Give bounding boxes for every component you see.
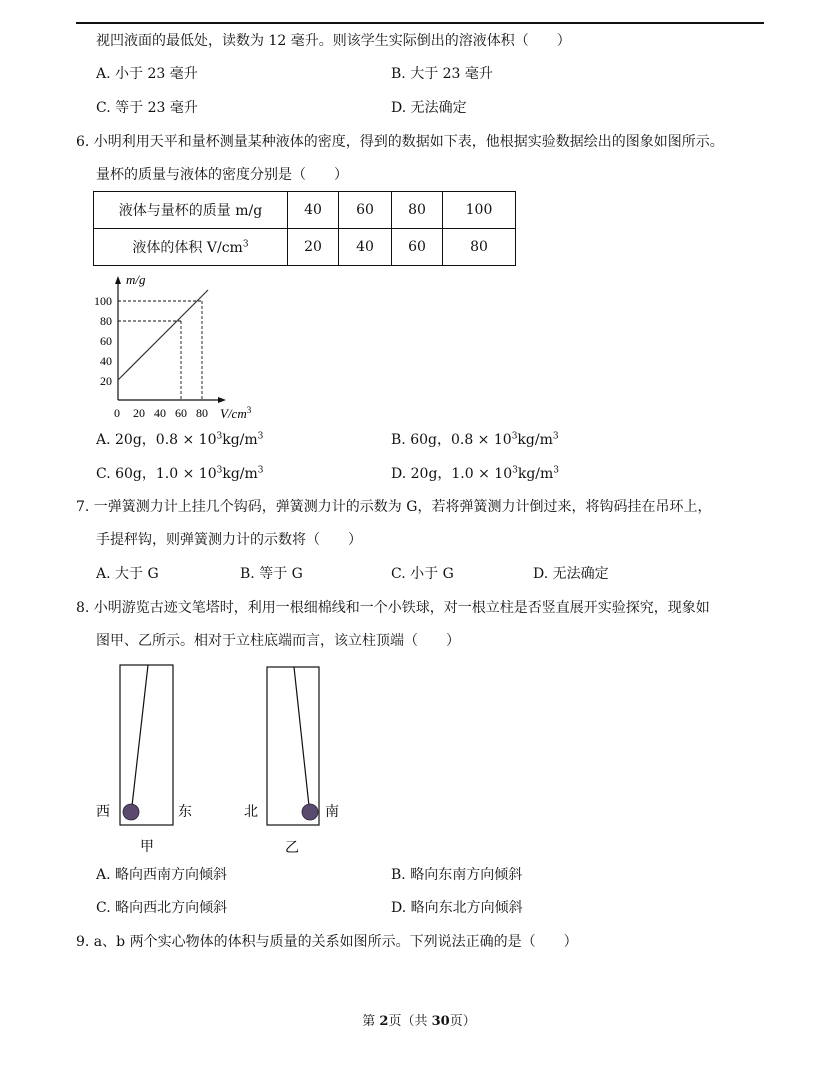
superscript: 3 <box>246 405 252 415</box>
y-tick-label: 20 <box>100 374 112 388</box>
x-tick-label: 40 <box>154 406 166 420</box>
x-axis-label-text: V/cm <box>220 406 247 421</box>
q6-data-table <box>93 191 516 266</box>
table-cell: 100 <box>443 192 516 229</box>
q7-option-d: D. 无法确定 <box>533 566 609 582</box>
superscript: 3 <box>257 465 264 476</box>
superscript: 3 <box>552 431 559 442</box>
table-cell: 80 <box>443 229 516 266</box>
superscript: 3 <box>512 465 518 476</box>
table-cell: 40 <box>288 192 339 229</box>
q5-option-a: A. 小于 23 毫升 <box>96 66 198 82</box>
plumb-string <box>294 667 309 806</box>
q6-stem-line1: 6. 小明利用天平和量杯测量某种液体的密度，得到的数据如下表，他根据实验数据绘出的图象如图所示。 <box>76 134 724 150</box>
q7-option-c: C. 小于 G <box>391 566 454 582</box>
table-cell: 液体与量杯的质量 m/g <box>94 192 288 229</box>
q8-stem-line2: 图甲、乙所示。相对于立柱底端而言，该立柱顶端（ ） <box>96 633 460 649</box>
option-text: B. 60g，0.8 × 10 <box>391 432 512 448</box>
q8-figure-yi <box>240 660 360 860</box>
direction-label-south: 南 <box>325 804 339 820</box>
q6-option-a <box>96 430 263 450</box>
x-tick-label: 0 <box>114 406 120 420</box>
q5-option-b: B. 大于 23 毫升 <box>391 66 493 82</box>
table-row <box>94 192 516 229</box>
q8-option-b: B. 略向东南方向倾斜 <box>391 867 523 883</box>
q5-line: 视凹液面的最低处，读数为 12 毫升。则该学生实际倒出的溶液体积（ ） <box>96 33 571 49</box>
table-cell: 40 <box>339 229 392 266</box>
direction-label-west: 西 <box>96 804 110 820</box>
q6-option-d <box>391 464 559 484</box>
q7-stem-line2: 手提秤钩，则弹簧测力计的示数将（ ） <box>96 532 362 548</box>
superscript: 3 <box>553 465 560 476</box>
q6-mass-volume-graph <box>90 270 270 425</box>
table-cell: 60 <box>392 229 443 266</box>
superscript: 3 <box>257 431 264 442</box>
superscript: 3 <box>511 431 518 442</box>
footer-text: 页） <box>449 1014 476 1029</box>
table-cell: 20 <box>288 229 339 266</box>
y-tick-label: 60 <box>100 334 112 348</box>
q8-figure-jia <box>90 660 210 860</box>
option-text: D. 20g，1.0 × 10 <box>391 466 513 482</box>
figure-caption-yi: 乙 <box>285 840 299 856</box>
q8-option-a: A. 略向西南方向倾斜 <box>96 867 228 883</box>
figure-caption-jia: 甲 <box>140 839 154 855</box>
page-number: 2 <box>379 1014 389 1029</box>
table-cell-text: 液体的体积 V/cm <box>132 240 243 256</box>
q6-option-b <box>391 430 559 450</box>
footer-text: 页（共 <box>388 1014 432 1029</box>
option-text: A. 20g，0.8 × 10 <box>96 432 217 448</box>
table-cell: 80 <box>392 192 443 229</box>
pillar-outline <box>120 665 173 825</box>
x-tick-label: 80 <box>196 406 208 420</box>
option-text: kg/m <box>222 432 258 448</box>
q6-stem-line2: 量杯的质量与液体的密度分别是（ ） <box>96 167 348 183</box>
x-axis-arrow-icon <box>218 397 226 403</box>
direction-label-north: 北 <box>244 804 258 820</box>
y-tick-label: 40 <box>100 354 112 368</box>
header-rule <box>76 22 764 24</box>
q7-option-a: A. 大于 G <box>96 566 159 582</box>
q5-option-d: D. 无法确定 <box>391 100 467 116</box>
option-text: kg/m <box>517 432 553 448</box>
superscript: 3 <box>216 431 223 442</box>
table-cell <box>94 229 288 266</box>
option-text: kg/m <box>222 466 258 482</box>
direction-label-east: 东 <box>178 804 192 820</box>
y-axis-label: m/g <box>126 272 146 287</box>
q7-option-b: B. 等于 G <box>240 566 303 582</box>
x-tick-label: 20 <box>133 406 145 420</box>
option-text: C. 60g，1.0 × 10 <box>96 466 217 482</box>
page-footer <box>0 1012 838 1032</box>
q5-option-c: C. 等于 23 毫升 <box>96 100 198 116</box>
plumb-string <box>132 665 148 806</box>
y-axis-arrow-icon <box>115 276 121 284</box>
superscript: 3 <box>242 239 249 250</box>
superscript: 3 <box>216 465 223 476</box>
pillar-outline <box>267 667 319 825</box>
option-text: kg/m <box>517 466 554 482</box>
table-cell: 60 <box>339 192 392 229</box>
q8-stem-line1: 8. 小明游览古迹文笔塔时，利用一根细棉线和一个小铁球，对一根立柱是否竖直展开实验探究，现象如 <box>76 600 710 616</box>
data-line <box>118 290 208 380</box>
y-tick-label: 80 <box>100 314 112 328</box>
q9-stem: 9. a、b 两个实心物体的体积与质量的关系如图所示。下列说法正确的是（ ） <box>76 934 578 950</box>
x-tick-label: 60 <box>175 406 187 420</box>
q7-stem-line1: 7. 一弹簧测力计上挂几个钩码，弹簧测力计的示数为 G，若将弹簧测力计倒过来，将钩码挂在吊环上， <box>76 499 712 515</box>
x-axis-label <box>220 405 252 421</box>
plumb-ball <box>302 804 318 820</box>
q6-option-c <box>96 464 264 484</box>
page-total: 30 <box>431 1014 450 1029</box>
table-row <box>94 229 516 266</box>
q8-option-c: C. 略向西北方向倾斜 <box>96 900 228 916</box>
q8-option-d: D. 略向东北方向倾斜 <box>391 900 523 916</box>
footer-text: 第 <box>362 1014 380 1029</box>
plumb-ball <box>123 804 139 820</box>
y-tick-label: 100 <box>94 294 112 308</box>
